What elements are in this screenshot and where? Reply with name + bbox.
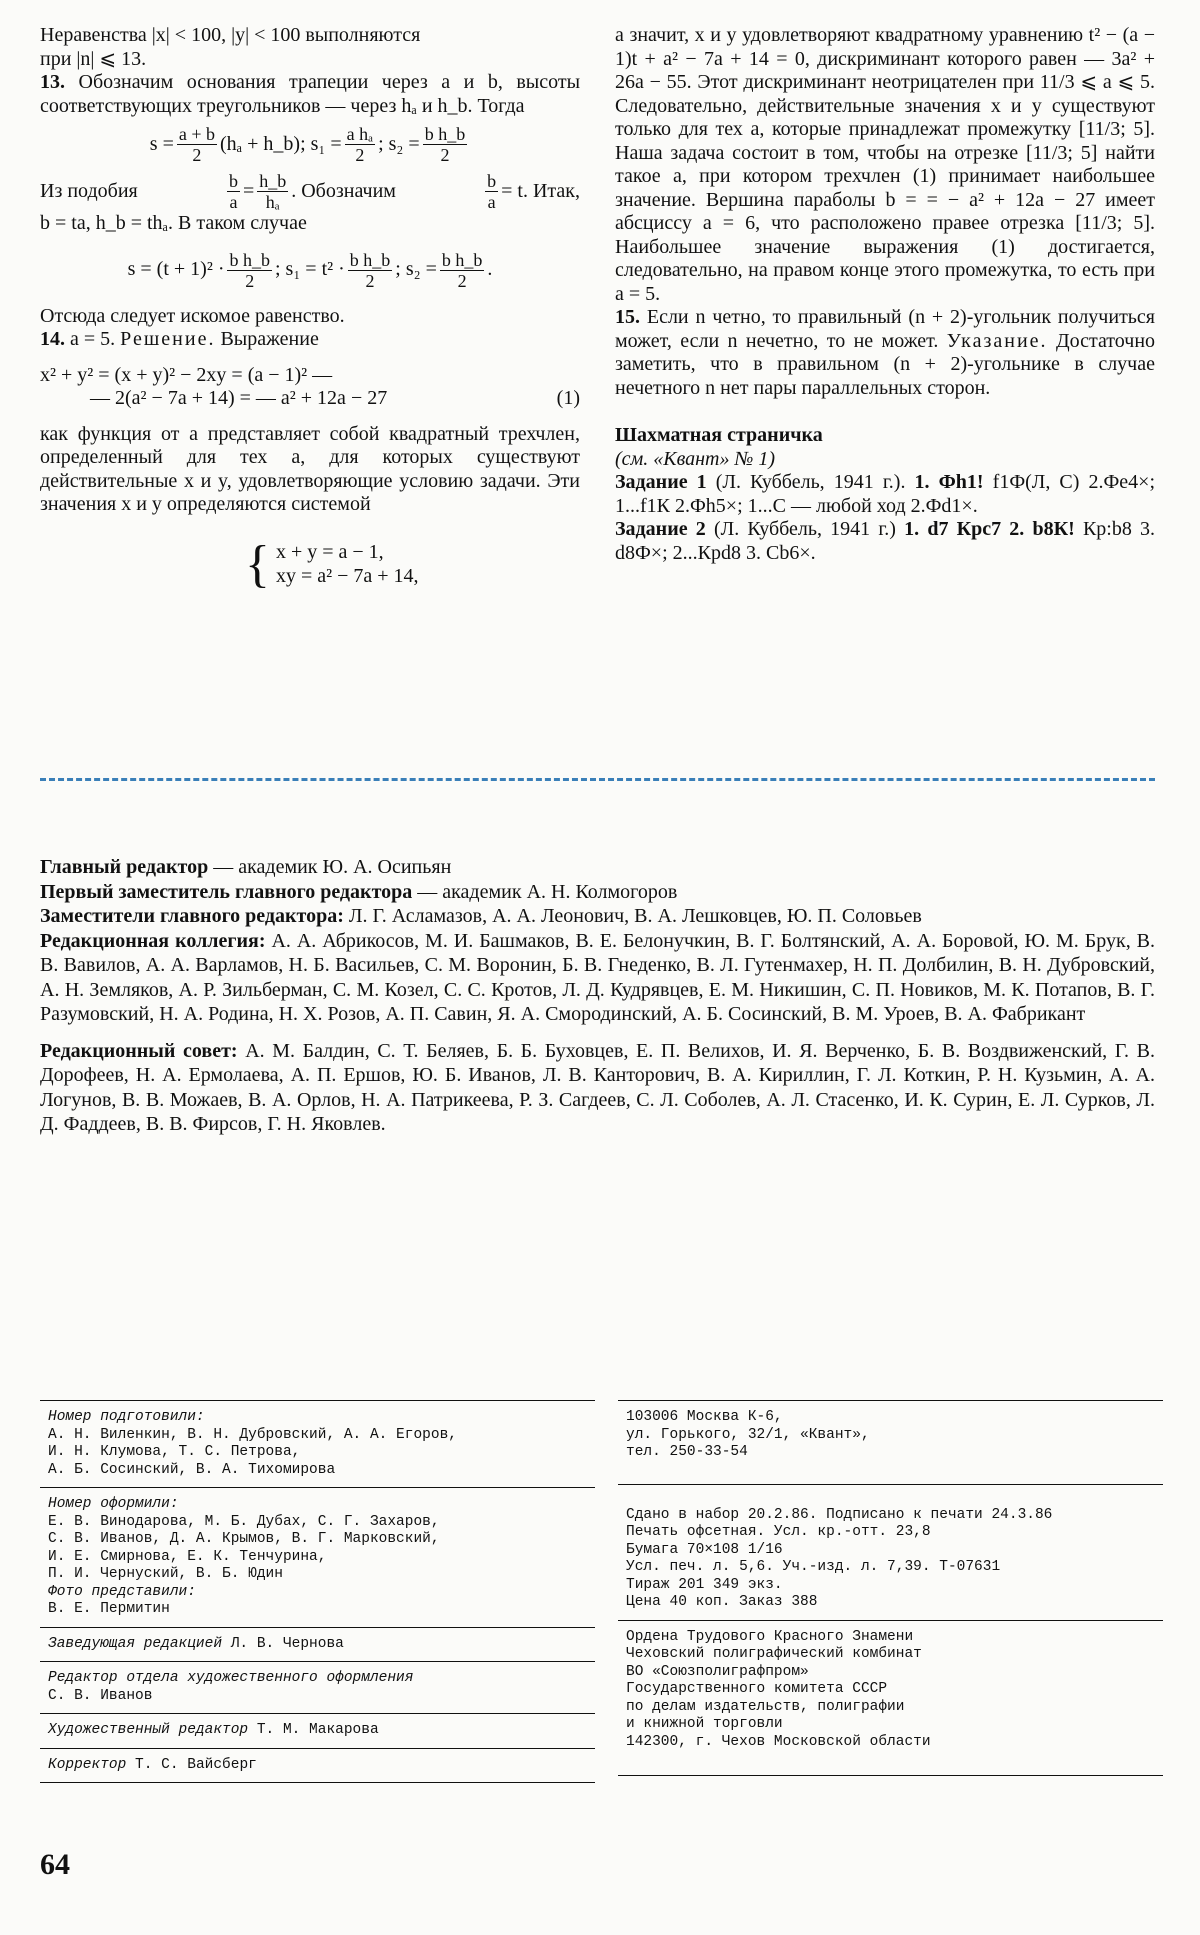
credits-art-dept <box>40 1661 595 1713</box>
formula2-s1-den: 2 <box>365 270 375 291</box>
plant-line-3: ВО «Союзполиграфпром» <box>626 1663 809 1680</box>
similarity-line <box>40 171 580 212</box>
conclusion-text: Отсюда следует искомое равенство. <box>40 304 345 327</box>
equation-1-line-2-row <box>40 387 580 411</box>
art-dept-label: Редактор отдела художественного оформления <box>48 1670 414 1686</box>
designed-line-1: Е. В. Винодарова, М. Б. Дубах, С. Г. Захаров, <box>48 1513 440 1530</box>
formula2-s2-num: b h_b <box>441 249 483 270</box>
photo-label: Фото представили: <box>48 1583 196 1600</box>
left-column <box>40 24 580 591</box>
credits-printing <box>618 1484 1163 1620</box>
formula2-s2-fraction <box>440 250 485 291</box>
formula2-s2-den: 2 <box>457 270 467 291</box>
credits-right <box>618 1400 1163 1776</box>
formula-areas-1 <box>40 124 580 165</box>
addr-line-3: тел. 250-33-54 <box>626 1444 748 1460</box>
problem-15-body: Если n четно, то правильный (n + 2)-угольник получиться может, если n нечетно, то не может. <box>615 306 1156 352</box>
similar-f2-den: hₐ <box>265 192 280 212</box>
brace-icon: { <box>245 535 270 593</box>
problem-15-text <box>615 306 1155 400</box>
similar-fraction-1 <box>227 171 240 212</box>
print-line-6: Цена 40 коп. Заказ 388 <box>626 1594 818 1610</box>
formula1-s1-fraction <box>345 124 375 165</box>
plant-line-6: и книжной торговли <box>626 1716 783 1732</box>
similar-mid: . Обозначим <box>291 179 396 202</box>
problem-13-body: Обозначим основания трапеции через a и b, высоты соответствующих треугольников — через hₐ и h_b. Тогда <box>40 71 581 117</box>
prepared-label: Номер подготовили: <box>48 1409 205 1425</box>
inequality-line-2: при |n| ⩽ 13. <box>40 47 147 70</box>
similar-pre: Из подобия <box>40 179 138 202</box>
formula2-num: b h_b <box>229 249 270 270</box>
art-editor-value: Т. М. Макарова <box>256 1722 379 1738</box>
chief-editor-value: — академик Ю. А. Осипьян <box>213 856 452 878</box>
problem-14-number: 14. <box>40 328 65 350</box>
task-2-label: Задание 2 <box>615 518 706 540</box>
deputies <box>40 904 1155 929</box>
print-line-2: Печать офсетная. Усл. кр.-отт. 23,8 <box>626 1524 931 1540</box>
formula1-s2: ; s₂ = <box>378 132 420 155</box>
problem-15-hint: Достаточно заметить, что в правильном (n + 2)-угольнике в случае нечетного n нет пары параллельных сторон. <box>615 329 1156 399</box>
chief-editor-label: Главный редактор <box>40 856 209 878</box>
right-column <box>615 24 1155 565</box>
problem-14-continuation: а значит, x и y удовлетворяют квадратному уравнению t² − (a − 1)t + a² − 7a + 14 = 0, дискриминант которого равен — 3a² + 26a − 55. Этот дискриминант неотрицателен при 11/3 ⩽ a ⩽ 5. Следовательно, действительные значения x и y существуют только для тех a, которые принадлежат промежутку [11/3; 5]. Наша задача состоит в том, чтобы на отрезке [11/3; 5] найти такое a, при котором трехчлен (1) принимает наибольшее значение. Вершина параболы b = = − a² + 12a − 27 имеет абсциссу a = 6, что расположено правее отрезка [11/3; 5]. Наибольшее значение выражения (1) достигается, следовательно, на правом конце этого промежутка, то есть при a = 5. <box>615 24 1155 305</box>
deputies-value: Л. Г. Асламазов, А. А. Леонович, В. А. Лешковцев, Ю. П. Соловьев <box>348 905 922 927</box>
council-value: А. М. Балдин, С. Т. Беляев, Б. Б. Буховцев, Е. П. Велихов, И. Я. Верченко, Б. В. Воздвиженский, Г. В. Дорофеев, Н. А. Ермолаева, А. П. Ершов, Ю. Б. Иванов, Л. В. Канторович, В. А. Кириллин, Г. Л. Коткин, Р. Н. Кузьмин, А. А. Логунов, В. В. Можаев, В. А. Орлов, Н. А. Патрикеева, Р. З. Сагдеев, С. Л. Соболев, А. Л. Стасенко, И. К. Сурин, Е. Л. Сурков, Л. Д. Фаддеев, В. В. Фирсов, Г. Н. Яковлев. <box>40 1039 1156 1135</box>
deputies-label: Заместители главного редактора: <box>40 905 344 927</box>
equation-system <box>245 535 580 593</box>
inequality-line-1: Неравенства |x| < 100, |y| < 100 выполняются <box>40 24 421 46</box>
task-2-move: 1. d7 Крс7 2. b8К! <box>904 518 1075 540</box>
board-value: А. А. Абрикосов, М. И. Башмаков, В. Е. Белонучкин, В. Г. Болтянский, А. А. Боровой, Ю. М. Брук, В. В. Вавилов, А. А. Варламов, Н. Б. Васильев, С. М. Воронин, Б. В. Гнеденко, В. Л. Гутенмахер, Н. П. Долбилин, В. Н. Дубровский, А. Н. Земляков, А. Р. Зильберман, С. М. Козел, С. С. Кротов, Л. Д. Кудрявцев, Е. М. Никишин, С. П. Новиков, М. К. Потапов, В. Г. Разумовский, Н. А. Родина, Н. Х. Розов, А. П. Савин, Я. А. Смородинский, А. Б. Сосинский, В. М. Уроев, В. А. Фабрикант <box>40 929 1155 1025</box>
print-line-3: Бумага 70×108 1/16 <box>626 1541 783 1558</box>
chess-reference: (см. «Квант» № 1) <box>615 447 776 470</box>
head-label: Заведующая редакцией <box>48 1635 223 1652</box>
prepared-line-1: А. Н. Виленкин, В. Н. Дубровский, А. А. Егоров, <box>48 1426 457 1443</box>
board-label: Редакционная коллегия: <box>40 929 266 952</box>
credits-address <box>618 1400 1163 1484</box>
formula2-den: 2 <box>245 270 255 291</box>
chess-task-2 <box>615 518 1155 565</box>
page-number: 64 <box>40 1848 70 1881</box>
task-1-label: Задание 1 <box>615 471 707 493</box>
similar-post: = t. Итак, <box>501 179 580 202</box>
editorial-council <box>40 1039 1155 1137</box>
formula1-s2-fraction <box>423 124 468 165</box>
task-2-source: (Л. Куббель, 1941 г.) <box>713 518 896 540</box>
system-line-2: xy = a² − 7a + 14, <box>275 564 419 587</box>
print-line-5: Тираж 201 349 экз. <box>626 1576 783 1593</box>
plant-line-1: Ордена Трудового Красного Знамени <box>626 1628 914 1645</box>
art-dept-value: С. В. Иванов <box>48 1687 153 1704</box>
credits-plant <box>618 1620 1163 1777</box>
similar-fraction-3 <box>485 171 498 212</box>
problem-14-intro: Выражение <box>220 328 319 350</box>
problem-14-solution-label: Решение. <box>120 328 216 350</box>
credits-art-editor <box>40 1713 595 1748</box>
council-label: Редакционный совет: <box>40 1039 238 1062</box>
plant-line-2: Чеховский полиграфический комбинат <box>626 1646 922 1662</box>
photo-line-1: В. Е. Пермитин <box>48 1601 170 1617</box>
formula1-num: a + b <box>178 124 215 144</box>
designed-line-3: И. Е. Смирнова, Е. К. Тенчурина, <box>48 1548 327 1565</box>
plant-line-7: 142300, г. Чехов Московской области <box>626 1733 931 1750</box>
similar-f2-num: h_b <box>259 171 287 191</box>
formula2-s1-num: b h_b <box>349 249 391 270</box>
problem-14-answer: a = 5. <box>70 328 116 350</box>
formula2-end: . <box>487 258 493 281</box>
similarity-line-2: b = ta, h_b = thₐ. В таком случае <box>40 212 307 234</box>
equation-1-line-2: — 2(a² − 7a + 14) = — a² + 12a − 27 <box>90 387 388 409</box>
designed-line-2: С. В. Иванов, Д. А. Крымов, В. Г. Марковский, <box>48 1531 440 1547</box>
editorial-board <box>40 855 1155 1137</box>
task-1-source: (Л. Куббель, 1941 г.). <box>715 471 906 493</box>
similar-eq: = <box>242 179 255 202</box>
first-deputy-value: — академик А. Н. Колмогоров <box>417 880 678 903</box>
similar-f1-num: b <box>228 171 238 191</box>
formula1-s2-num: b h_b <box>424 124 466 144</box>
chess-title: Шахматная страничка <box>615 424 823 446</box>
task-1-move: 1. Фh1! <box>914 471 984 493</box>
problem-14-heading <box>40 328 580 352</box>
section-divider <box>40 778 1155 781</box>
editorial-board-list <box>40 929 1155 1027</box>
plant-line-5: по делам издательств, полиграфии <box>626 1698 905 1715</box>
equation-1 <box>40 364 580 411</box>
first-deputy <box>40 880 1155 905</box>
problem-13-number: 13. <box>40 71 65 93</box>
chess-task-1 <box>615 471 1155 518</box>
task-2-rest: Кр:b8 3. d8Ф×; 2...Крd8 3. Сb6×. <box>615 518 1156 564</box>
formula2-s2: ; s₂ = <box>395 258 437 281</box>
first-deputy-label: Первый заместитель главного редактора <box>40 880 413 903</box>
similar-f1-den: a <box>229 192 238 212</box>
task-1-rest: f1Ф(Л, С) 2.Фе4×; 1...f1К 2.Фh5×; 1...С — любой ход 2.Фd1×. <box>615 471 1156 517</box>
designed-line-4: П. И. Чернуский, В. Б. Юдин <box>48 1566 283 1582</box>
art-editor-label: Художественный редактор <box>48 1722 249 1738</box>
credits-proofreader <box>40 1748 595 1784</box>
credits-head <box>40 1627 595 1662</box>
prepared-line-3: А. Б. Сосинский, В. А. Тихомирова <box>48 1461 336 1478</box>
print-line-4: Усл. печ. л. 5,6. Уч.-изд. л. 7,39. Т-07631 <box>626 1559 1001 1575</box>
credits-designed <box>40 1487 595 1627</box>
print-line-1: Сдано в набор 20.2.86. Подписано к печати 24.3.86 <box>626 1506 1053 1523</box>
proof-label: Корректор <box>48 1756 127 1773</box>
problem-15-hint-label: Указание. <box>946 329 1048 352</box>
formula1-s1-num: a hₐ <box>346 124 374 144</box>
addr-line-2: ул. Горького, 32/1, «Квант», <box>626 1426 870 1443</box>
formula2-s: s = (t + 1)² · <box>127 258 225 281</box>
head-value: Л. В. Чернова <box>230 1635 344 1652</box>
similar-f3-den: a <box>487 192 496 212</box>
similar-fraction-2 <box>257 171 288 212</box>
formula1-tail: (hₐ + h_b); <box>220 132 306 155</box>
formula1-s2-den: 2 <box>440 145 450 165</box>
designed-label: Номер оформили: <box>48 1496 179 1512</box>
formula-areas-2 <box>40 250 580 291</box>
formula2-s1-fraction <box>348 250 393 291</box>
formula1-s: s = <box>149 132 174 155</box>
equation-1-number: (1) <box>556 387 580 409</box>
equation-1-line-1: x² + y² = (x + y)² − 2xy = (a − 1)² — <box>40 363 333 386</box>
formula1-den: 2 <box>192 145 202 165</box>
formula2-s1: ; s₁ = t² · <box>274 258 345 281</box>
chief-editor <box>40 855 1155 880</box>
formula2-fraction <box>227 250 272 291</box>
formula1-s1-den: 2 <box>355 145 365 165</box>
prepared-line-2: И. Н. Клумова, Т. С. Петрова, <box>48 1444 301 1460</box>
credits-left <box>40 1400 595 1783</box>
formula1-s1: s₁ = <box>310 132 342 155</box>
problem-15-number: 15. <box>615 306 640 328</box>
formula1-fraction <box>177 124 217 165</box>
proof-value: Т. С. Вайсберг <box>135 1756 257 1773</box>
plant-line-4: Государственного комитета СССР <box>626 1681 888 1697</box>
problem-13-text <box>40 71 580 118</box>
similar-f3-num: b <box>487 171 497 191</box>
addr-line-1: 103006 Москва К-6, <box>626 1409 783 1425</box>
credits-prepared <box>40 1400 595 1487</box>
system-line-1: x + y = a − 1, <box>275 541 384 563</box>
problem-14-body: как функция от a представляет собой квадратный трехчлен, определенный для тех a, для которых существуют действительные x и y, удовлетворяющие условию задачи. Эти значения x и y определяются системой <box>40 422 580 515</box>
